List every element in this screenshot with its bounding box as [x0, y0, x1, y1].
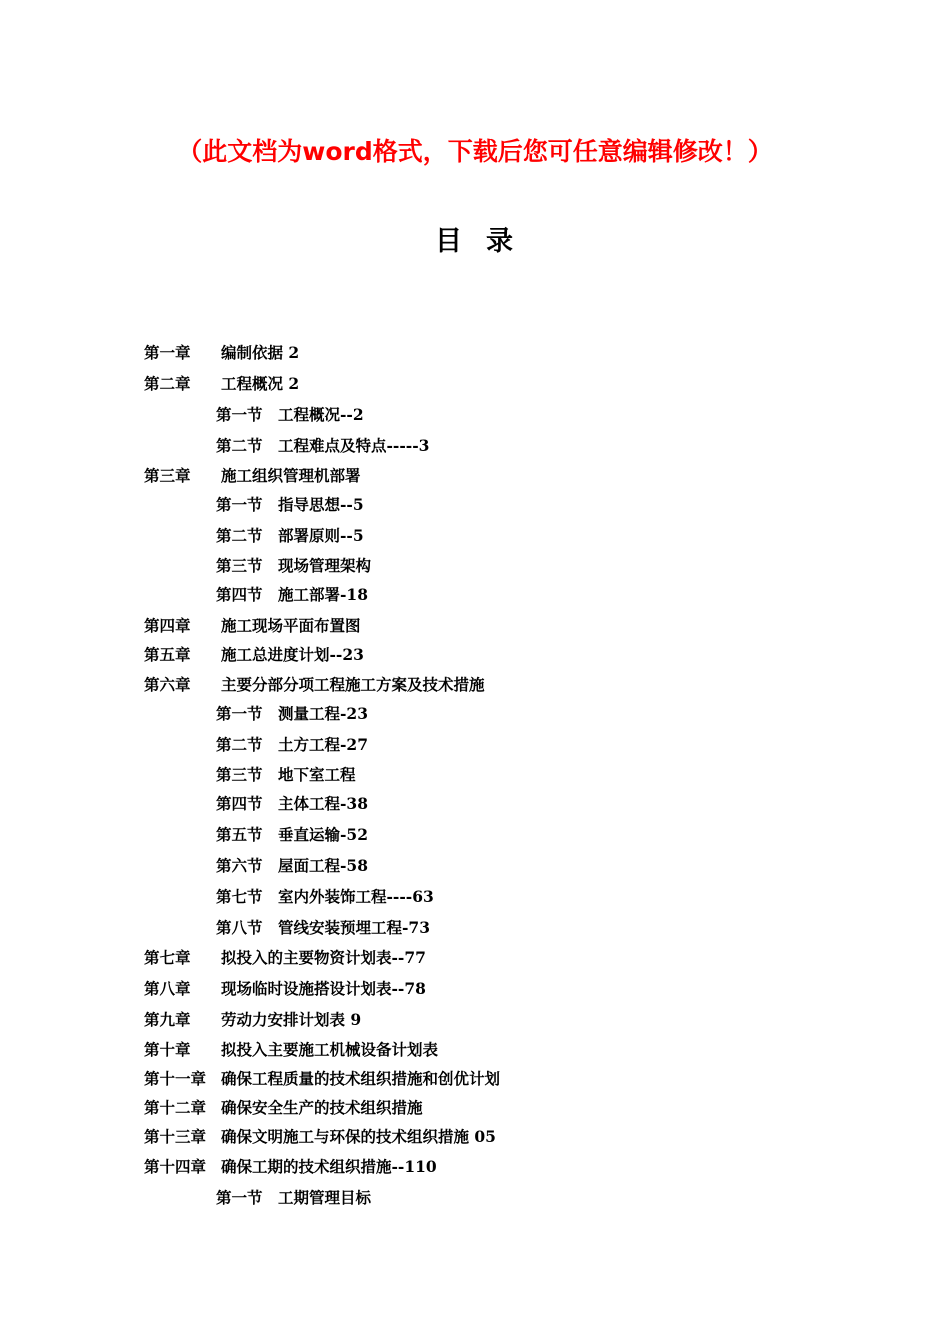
- chapter-number: 第十三章: [144, 1127, 207, 1146]
- section-title: 主体工程-38: [278, 794, 369, 813]
- section-title: 管线安装预埋工程-73: [278, 918, 431, 937]
- toc-chapter-entry: [144, 1009, 361, 1031]
- section-title: 地下室工程: [278, 765, 356, 784]
- chapter-number: 第一章: [144, 343, 191, 362]
- section-title: 部署原则--5: [278, 526, 364, 545]
- toc-section-entry: [216, 824, 368, 846]
- toc-chapter-entry: [144, 342, 299, 364]
- section-number: 第五节: [216, 825, 263, 844]
- section-number: 第三节: [216, 556, 263, 575]
- toc-chapter-entry: [144, 373, 299, 395]
- section-number: 第二节: [216, 735, 263, 754]
- section-title: 指导思想--5: [278, 495, 364, 514]
- chapter-number: 第五章: [144, 645, 191, 664]
- toc-section-entry: [216, 435, 429, 457]
- toc-chapter-entry: [144, 1126, 496, 1148]
- toc-section-entry: [216, 793, 368, 815]
- chapter-number: 第四章: [144, 616, 191, 635]
- section-number: 第三节: [216, 765, 263, 784]
- section-title: 工期管理目标: [278, 1188, 372, 1207]
- chapter-title: 劳动力安排计划表 9: [221, 1010, 362, 1029]
- chapter-title: 确保工程质量的技术组织措施和创优计划: [221, 1069, 501, 1088]
- chapter-number: 第九章: [144, 1010, 191, 1029]
- toc-chapter-entry: [144, 1068, 500, 1090]
- toc-section-entry: [216, 494, 364, 516]
- toc-chapter-entry: [144, 947, 426, 969]
- chapter-number: 第六章: [144, 675, 191, 694]
- toc-chapter-entry: [144, 1156, 437, 1178]
- section-title: 垂直运输-52: [278, 825, 369, 844]
- chapter-title: 施工组织管理机部署: [221, 466, 361, 485]
- toc-section-entry: [216, 764, 356, 786]
- section-number: 第七节: [216, 887, 263, 906]
- chapter-title: 编制依据 2: [221, 343, 300, 362]
- section-title: 工程难点及特点-----3: [278, 436, 430, 455]
- toc-chapter-entry: [144, 1097, 423, 1119]
- section-number: 第六节: [216, 856, 263, 875]
- chapter-number: 第八章: [144, 979, 191, 998]
- section-title: 施工部署-18: [278, 585, 369, 604]
- toc-section-entry: [216, 525, 364, 547]
- section-title: 室内外装饰工程----63: [278, 887, 434, 906]
- toc-section-entry: [216, 555, 371, 577]
- section-number: 第一节: [216, 1188, 263, 1207]
- chapter-title: 确保工期的技术组织措施--110: [221, 1157, 437, 1176]
- toc-chapter-entry: [144, 978, 426, 1000]
- chapter-number: 第十一章: [144, 1069, 207, 1088]
- chapter-title: 确保安全生产的技术组织措施: [221, 1098, 423, 1117]
- section-title: 土方工程-27: [278, 735, 369, 754]
- toc-chapter-entry: [144, 1039, 438, 1061]
- toc-section-entry: [216, 584, 368, 606]
- section-number: 第一节: [216, 704, 263, 723]
- toc-section-entry: [216, 703, 368, 725]
- section-number: 第一节: [216, 495, 263, 514]
- toc-chapter-entry: [144, 465, 361, 487]
- chapter-title: 拟投入的主要物资计划表--77: [221, 948, 426, 967]
- toc-section-entry: [216, 404, 364, 426]
- section-title: 工程概况--2: [278, 405, 364, 424]
- editable-notice: （此文档为word格式，下载后您可任意编辑修改！）: [177, 137, 773, 166]
- chapter-number: 第七章: [144, 948, 191, 967]
- chapter-title: 现场临时设施搭设计划表--78: [221, 979, 426, 998]
- section-title: 屋面工程-58: [278, 856, 369, 875]
- chapter-number: 第三章: [144, 466, 191, 485]
- chapter-title: 确保文明施工与环保的技术组织措施 05: [221, 1127, 496, 1146]
- section-number: 第二节: [216, 526, 263, 545]
- chapter-title: 工程概况 2: [221, 374, 300, 393]
- chapter-title: 施工现场平面布置图: [221, 616, 361, 635]
- section-number: 第二节: [216, 436, 263, 455]
- toc-section-entry: [216, 855, 368, 877]
- chapter-title: 拟投入主要施工机械设备计划表: [221, 1040, 439, 1059]
- section-number: 第四节: [216, 585, 263, 604]
- section-number: 第四节: [216, 794, 263, 813]
- chapter-number: 第十四章: [144, 1157, 207, 1176]
- toc-chapter-entry: [144, 615, 361, 637]
- toc-section-entry: [216, 917, 430, 939]
- section-title: 现场管理架构: [278, 556, 372, 575]
- section-number: 第八节: [216, 918, 263, 937]
- section-title: 测量工程-23: [278, 704, 369, 723]
- toc-heading-char-2: 录: [486, 226, 515, 257]
- toc-section-entry: [216, 734, 368, 756]
- chapter-title: 施工总进度计划--23: [221, 645, 364, 664]
- toc-section-entry: [216, 1187, 371, 1209]
- chapter-number: 第二章: [144, 374, 191, 393]
- chapter-number: 第十章: [144, 1040, 191, 1059]
- chapter-number: 第十二章: [144, 1098, 207, 1117]
- chapter-title: 主要分部分项工程施工方案及技术措施: [221, 675, 485, 694]
- toc-chapter-entry: [144, 674, 485, 696]
- toc-heading-char-1: 目: [435, 226, 464, 257]
- section-number: 第一节: [216, 405, 263, 424]
- toc-section-entry: [216, 886, 434, 908]
- toc-chapter-entry: [144, 644, 364, 666]
